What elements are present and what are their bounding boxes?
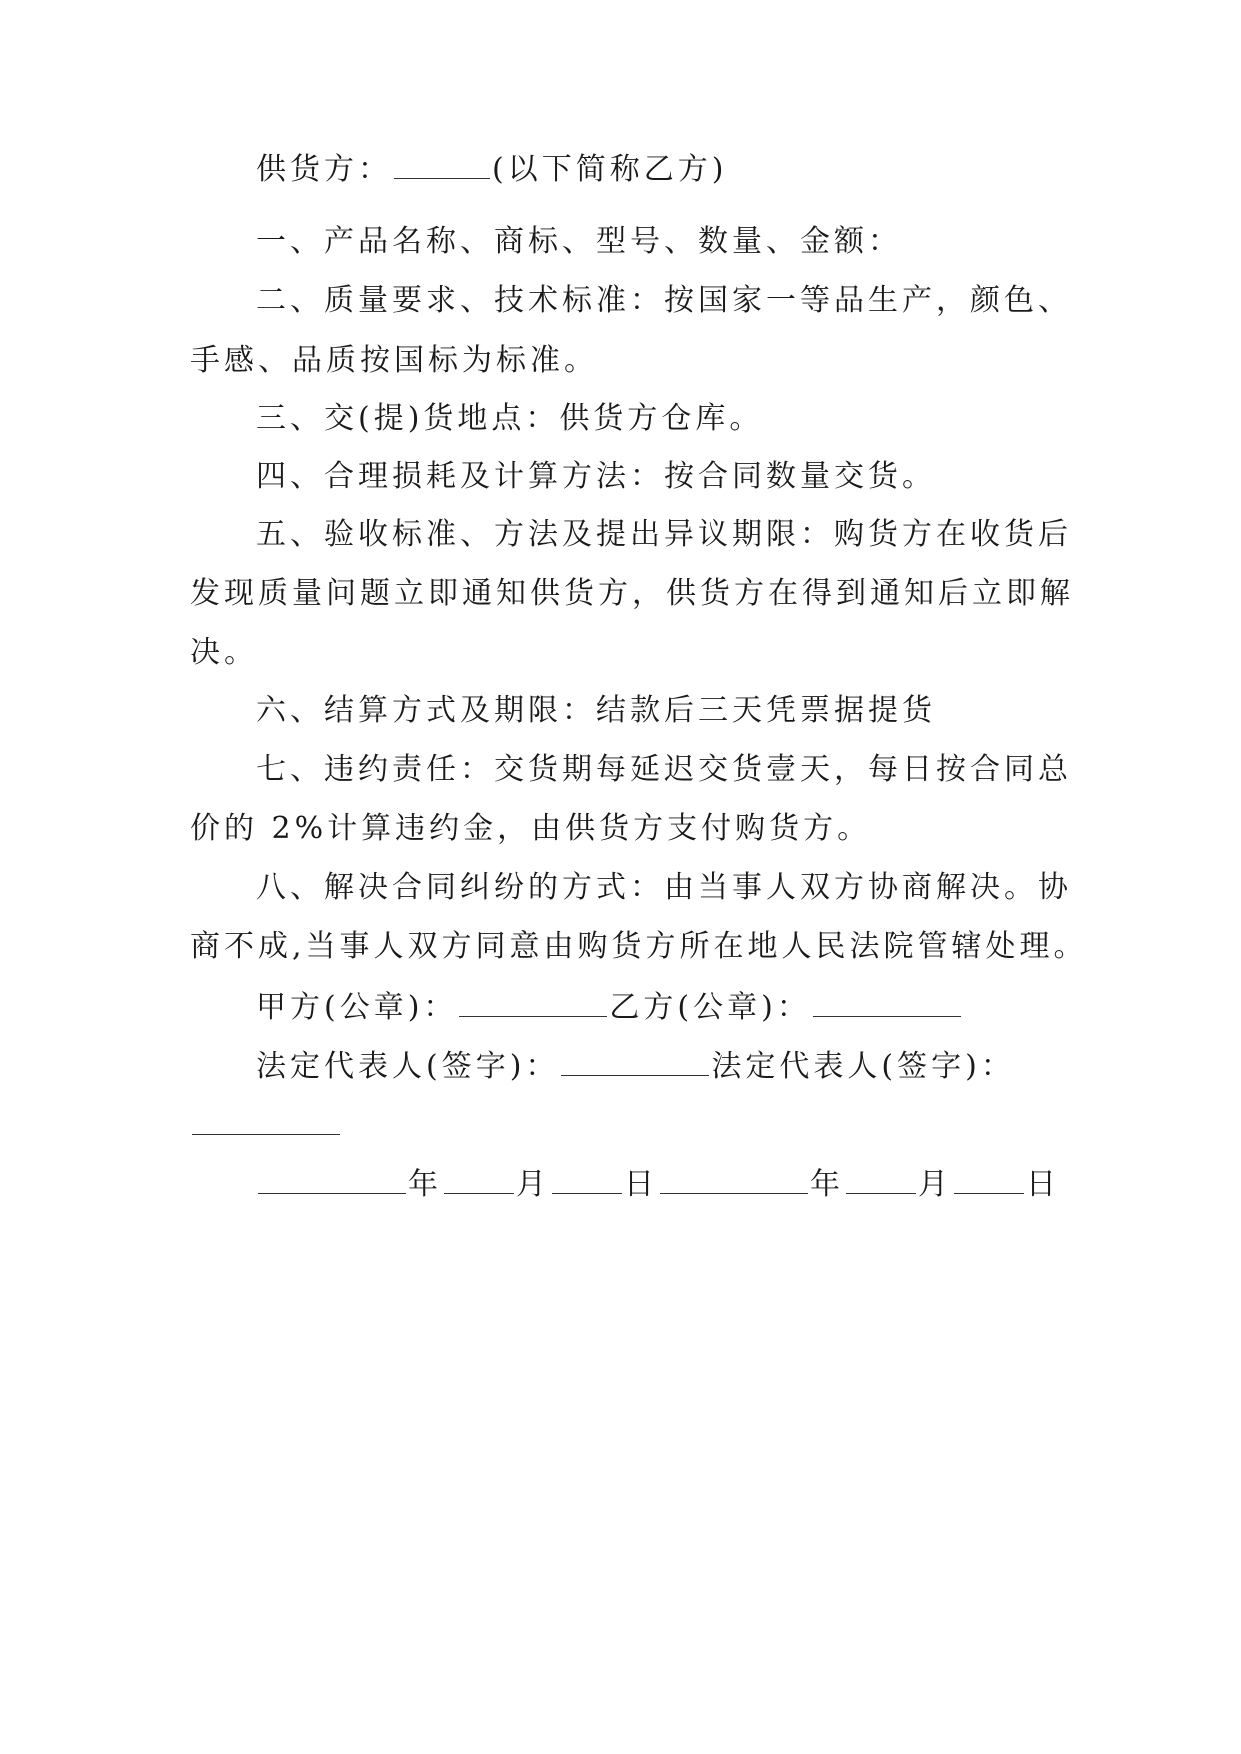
- party-b-seal-blank: [813, 986, 961, 1017]
- supplier-label: 供货方：: [256, 152, 392, 187]
- party-b-seal-label: 乙方(公章)：: [609, 990, 811, 1025]
- legal-rep-b-blank: [192, 1104, 340, 1135]
- clause-1: 一、产品名称、商标、型号、数量、金额：: [256, 224, 902, 259]
- party-a-seal-label: 甲方(公章)：: [256, 990, 458, 1025]
- date-a-day: 日: [624, 1167, 658, 1202]
- supplier-line: [256, 148, 1156, 190]
- date-a-month: 月: [516, 1167, 550, 1202]
- party-a-seal-blank: [459, 986, 607, 1017]
- clause-7-line-1: 七、违约责任：交货期每延迟交货壹天，每日按合同总: [256, 752, 1072, 787]
- date-a-year-blank: [258, 1163, 406, 1194]
- clause-7-line-2: 价的 2%计算违约金，由供货方支付购货方。: [190, 811, 872, 846]
- clause-5-line-1: 五、验收标准、方法及提出异议期限：购货方在收货后: [256, 517, 1072, 552]
- clause-6: 六、结算方式及期限：结款后三天凭票据提货: [256, 693, 936, 728]
- legal-rep-a-label: 法定代表人(签字)：: [256, 1049, 560, 1084]
- clause-4: 四、合理损耗及计算方法：按合同数量交货。: [256, 459, 936, 494]
- clause-8-line-2: 商不成,当事人双方同意由购货方所在地人民法院管辖处理。: [190, 929, 1088, 964]
- date-a-month-blank: [444, 1163, 514, 1194]
- date-b-month-blank: [846, 1163, 916, 1194]
- legal-rep-a-blank: [561, 1045, 709, 1076]
- date-b-day: 日: [1026, 1167, 1060, 1202]
- seal-line: [256, 986, 1156, 1028]
- supplier-blank: [394, 148, 490, 179]
- date-b-month: 月: [918, 1167, 952, 1202]
- date-a-year: 年: [408, 1167, 442, 1202]
- clause-5-line-3: 决。: [190, 635, 258, 670]
- clause-5-line-2: 发现质量问题立即通知供货方，供货方在得到通知后立即解: [190, 576, 1074, 611]
- supplier-suffix: (以下简称乙方): [492, 152, 728, 187]
- date-b-year: 年: [810, 1167, 844, 1202]
- date-line: [256, 1163, 1156, 1205]
- date-b-day-blank: [954, 1163, 1024, 1194]
- date-b-year-blank: [660, 1163, 808, 1194]
- clause-3: 三、交(提)货地点：供货方仓库。: [256, 401, 764, 436]
- clause-8-line-1: 八、解决合同纠纷的方式：由当事人双方协商解决。协: [256, 870, 1072, 905]
- legal-rep-line: [256, 1045, 1156, 1087]
- legal-rep-b-label: 法定代表人(签字)：: [711, 1049, 1015, 1084]
- clause-2-line-1: 二、质量要求、技术标准：按国家一等品生产，颜色、: [256, 283, 1072, 318]
- legal-rep-b-line: [190, 1104, 1090, 1146]
- date-a-day-blank: [552, 1163, 622, 1194]
- clause-2-line-2: 手感、品质按国标为标准。: [190, 343, 598, 378]
